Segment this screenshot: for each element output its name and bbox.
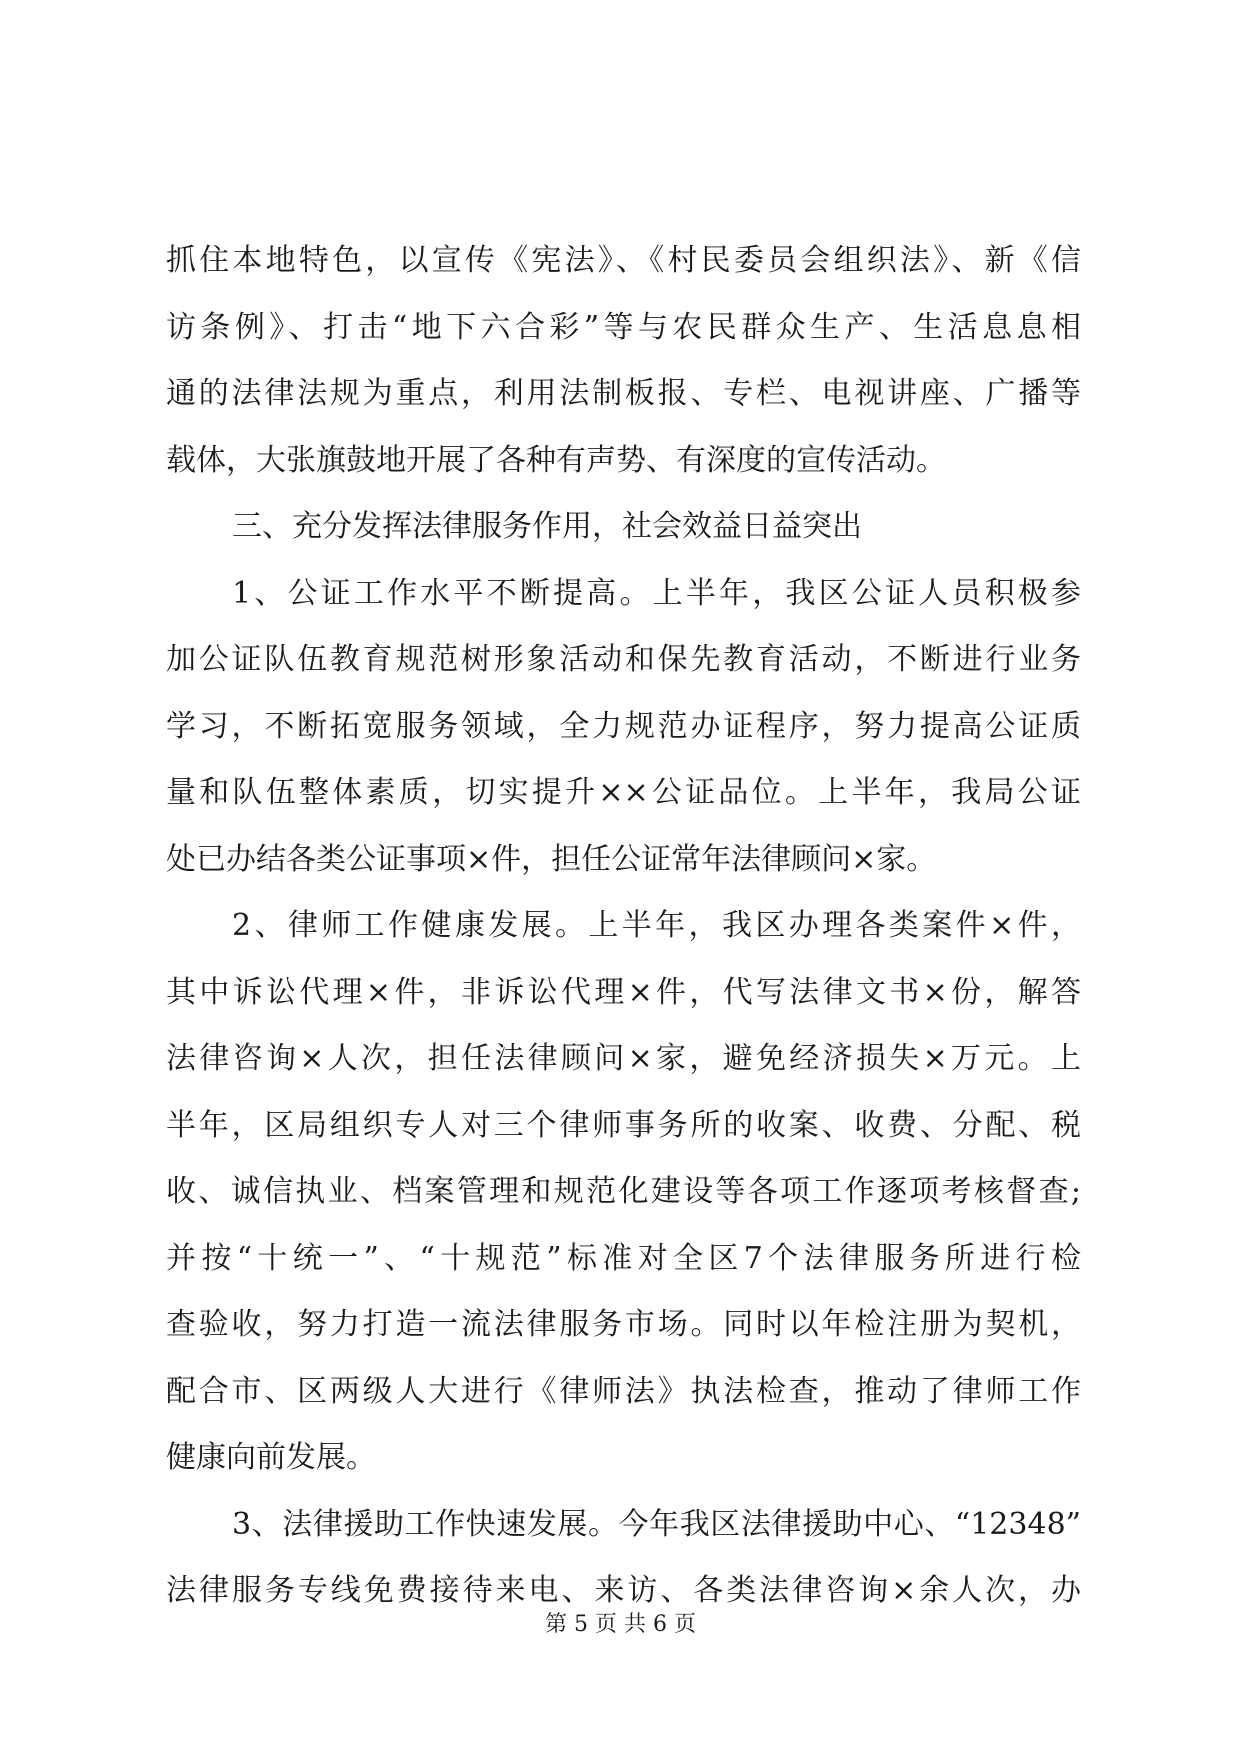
- text-line: 半年，区局组织专人对三个律师事务所的收案、收费、分配、税: [166, 1107, 1081, 1143]
- text-line: 法律服务专线免费接待来电、来访、各类法律咨询×余人次，办: [166, 1573, 1081, 1608]
- text-line: 处已办结各类公证事项×件，担任公证常年法律顾问×家。: [166, 841, 937, 877]
- text-line: 收、诚信执业、档案管理和规范化建设等各项工作逐项考核督查;: [166, 1174, 1081, 1209]
- text-line: 量和队伍整体素质，切实提升××公证品位。上半年，我局公证: [166, 775, 1081, 810]
- section-heading: 三、充分发挥法律服务作用，社会效益日益突出: [232, 509, 862, 544]
- text-line: 3、法律援助工作快速发展。今年我区法律援助中心、“12348”: [232, 1506, 1081, 1542]
- text-line: 学习，不断拓宽服务领域，全力规范办证程序，努力提高公证质: [166, 708, 1081, 744]
- text-line: 抓住本地特色，以宣传《宪法》、《村民委员会组织法》、新《信: [166, 243, 1081, 278]
- text-line: 载体，大张旗鼓地开展了各种有声势、有深度的宣传活动。: [166, 442, 946, 478]
- page-footer: [0, 1610, 1241, 1640]
- text-line: 加公证队伍教育规范树形象活动和保先教育活动，不断进行业务: [166, 642, 1081, 677]
- text-line: 查验收，努力打造一流法律服务市场。同时以年检注册为契机，: [166, 1307, 1081, 1342]
- body-text: [166, 228, 1081, 1625]
- text-line: 并按“十统一”、“十规范”标准对全区7个法律服务所进行检: [166, 1240, 1081, 1276]
- text-line: 健康向前发展。: [166, 1440, 376, 1475]
- text-line: 其中诉讼代理×件，非诉讼代理×件，代写法律文书×份，解答: [166, 974, 1081, 1010]
- text-line: 2、律师工作健康发展。上半年，我区办理各类案件×件，: [232, 908, 1081, 943]
- text-line: 法律咨询×人次，担任法律顾问×家，避免经济损失×万元。上: [166, 1041, 1081, 1076]
- text-line: 通的法律法规为重点，利用法制板报、专栏、电视讲座、广播等: [166, 376, 1081, 411]
- text-line: 1、公证工作水平不断提高。上半年，我区公证人员积极参: [232, 575, 1081, 611]
- text-line: 配合市、区两级人大进行《律师法》执法检查，推动了律师工作: [166, 1373, 1081, 1409]
- text-line: 访条例》、打击“地下六合彩”等与农民群众生产、生活息息相: [166, 309, 1081, 345]
- page-number-label: 第 5 页 共 6 页: [545, 1612, 696, 1637]
